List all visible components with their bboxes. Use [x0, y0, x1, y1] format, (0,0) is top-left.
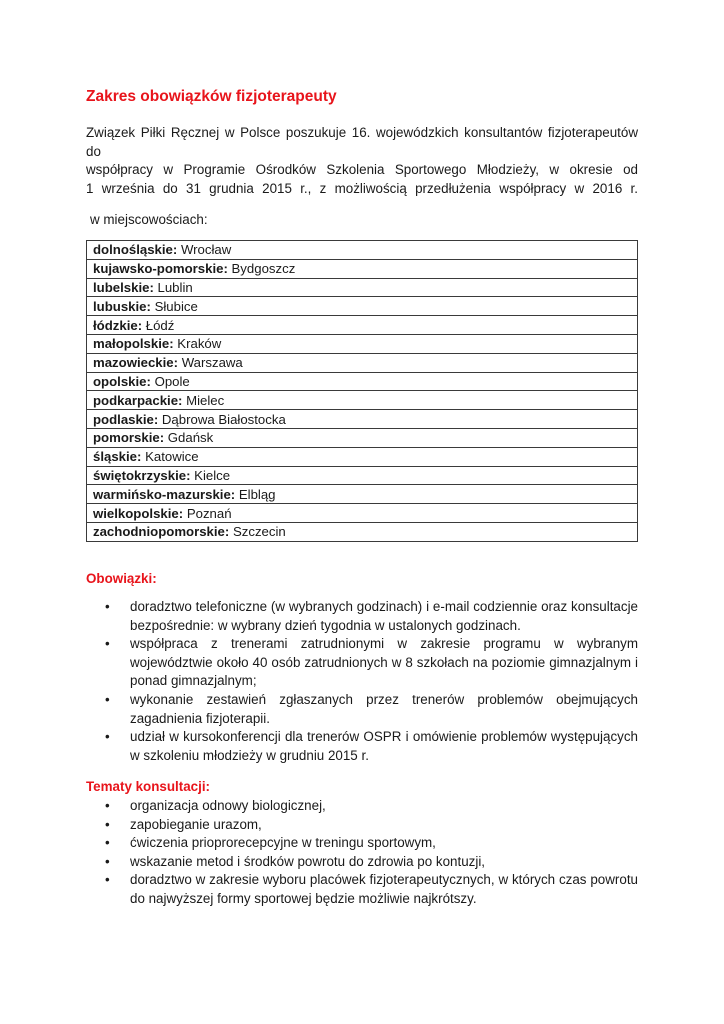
bullet-icon: •	[105, 816, 110, 832]
location-row	[87, 466, 638, 485]
bullet-icon: •	[105, 798, 110, 813]
location-row	[87, 241, 638, 260]
location-cell	[87, 466, 638, 485]
city-name: Dąbrowa Białostocka	[161, 411, 286, 427]
bullet-icon: •	[105, 599, 110, 614]
location-cell	[87, 278, 638, 297]
location-row	[87, 372, 638, 391]
bullet-icon: •	[105, 636, 110, 652]
intro-paragraph	[86, 124, 638, 198]
city-name: Poznań	[186, 505, 232, 521]
locations-table	[86, 240, 638, 542]
list-item	[86, 816, 638, 835]
city-name: Łódź	[145, 317, 175, 333]
list-item-text: zapobieganie urazom,	[130, 816, 262, 832]
city-name: Mielec	[186, 392, 225, 408]
list-item-text: organizacja odnowy biologicznej,	[130, 798, 326, 813]
list-item	[86, 728, 638, 765]
location-cell	[87, 522, 638, 541]
region-name: podlaskie:	[93, 411, 159, 427]
location-cell	[87, 297, 638, 316]
region-name: świętokrzyskie:	[93, 467, 191, 483]
intro-line: 1 września do 31 grudnia 2015 r., z możliwością przedłużenia współpracy w 2016 r.	[86, 180, 638, 196]
list-item-text: udział w kursokonferencji dla trenerów OSPR i omówienie problemów występujących w szkoleniu młodzieży w grudniu 2015 r.	[130, 729, 638, 763]
location-cell	[87, 485, 638, 504]
location-row	[87, 428, 638, 447]
city-name: Szczecin	[232, 524, 286, 540]
location-row	[87, 297, 638, 316]
bullet-icon: •	[105, 853, 110, 869]
list-item	[86, 635, 638, 691]
list-item	[86, 834, 638, 853]
location-row	[87, 334, 638, 353]
bullet-icon: •	[105, 691, 110, 707]
intro-line: Związek Piłki Ręcznej w Polsce poszukuje 16. wojewódzkich konsultantów fizjoterapeutów do	[86, 125, 638, 159]
list-item	[86, 797, 638, 816]
duties-list	[86, 598, 638, 765]
location-row	[87, 522, 638, 541]
region-name: lubelskie:	[93, 279, 154, 295]
location-row	[87, 259, 638, 278]
list-item-text: ćwiczenia prioprorecepcyjne w treningu sportowym,	[130, 835, 436, 851]
location-cell	[87, 504, 638, 523]
list-item-text: współpraca z trenerami zatrudnionymi w zakresie programu w wybranym województwie około 40 osób zatrudnionych w 8 szkołach na poziomie gimnazjalnym i ponad gimnazjalnym;	[130, 636, 638, 689]
city-name: Kraków	[177, 336, 222, 352]
list-item	[86, 853, 638, 872]
region-name: zachodniopomorskie:	[93, 524, 230, 540]
bullet-icon: •	[105, 729, 110, 745]
city-name: Gdańsk	[167, 430, 214, 446]
location-cell	[87, 391, 638, 410]
city-name: Bydgoszcz	[231, 261, 296, 277]
location-cell	[87, 447, 638, 466]
region-name: dolnośląskie:	[93, 242, 178, 258]
city-name: Elbląg	[238, 486, 276, 502]
location-row	[87, 504, 638, 523]
region-name: podkarpackie:	[93, 392, 183, 408]
duties-title: Obowiązki:	[86, 571, 157, 586]
location-row	[87, 410, 638, 429]
city-name: Wrocław	[180, 242, 232, 258]
city-name: Kielce	[194, 467, 231, 483]
region-name: lubuskie:	[93, 298, 151, 314]
intro-line: współpracy w Programie Ośrodków Szkolenia Sportowego Młodzieży, w okresie od	[86, 162, 638, 177]
location-row	[87, 485, 638, 504]
location-cell	[87, 334, 638, 353]
list-item-text: wskazanie metod i środków powrotu do zdrowia po kontuzji,	[130, 853, 486, 869]
city-name: Lublin	[157, 279, 193, 295]
region-name: pomorskie:	[93, 430, 165, 446]
region-name: małopolskie:	[93, 336, 174, 352]
region-name: śląskie:	[93, 449, 142, 465]
bullet-icon: •	[105, 835, 110, 851]
city-name: Opole	[154, 373, 190, 389]
region-name: łódzkie:	[93, 317, 143, 333]
location-cell	[87, 372, 638, 391]
location-row	[87, 278, 638, 297]
location-cell	[87, 353, 638, 372]
location-cell	[87, 241, 638, 260]
region-name: warmińsko-mazurskie:	[93, 486, 236, 502]
topics-title: Tematy konsultacji:	[86, 779, 211, 794]
region-name: kujawsko-pomorskie:	[93, 261, 228, 277]
city-name: Katowice	[145, 449, 199, 465]
location-row	[87, 391, 638, 410]
topics-list	[86, 797, 638, 909]
list-item	[86, 691, 638, 728]
list-item-text: doradztwo w zakresie wyboru placówek fizjoterapeutycznych, w których czas powrotu do najwyższej formy sportowej będzie możliwie najkrótszy.	[130, 872, 638, 906]
list-item-text: wykonanie zestawień zgłaszanych przez trenerów problemów obejmujących zagadnienia fizjoterapii.	[130, 691, 638, 726]
page-title: Zakres obowiązków fizjoterapeuty	[86, 88, 337, 105]
list-item	[86, 598, 638, 635]
locations-lead: w miejscowościach:	[90, 212, 208, 227]
location-row	[87, 447, 638, 466]
location-cell	[87, 428, 638, 447]
list-item	[86, 871, 638, 908]
location-cell	[87, 259, 638, 278]
location-row	[87, 316, 638, 335]
region-name: mazowieckie:	[93, 355, 179, 371]
bullet-icon: •	[105, 872, 110, 888]
city-name: Słubice	[154, 298, 198, 314]
location-cell	[87, 316, 638, 335]
location-cell	[87, 410, 638, 429]
region-name: wielkopolskie:	[93, 505, 184, 521]
list-item-text: doradztwo telefoniczne (w wybranych godzinach) i e-mail codziennie oraz konsultacje bezpośrednie: w wybrany dzień tygodnia w ustalonych godzinach.	[130, 599, 638, 633]
region-name: opolskie:	[93, 373, 151, 389]
location-row	[87, 353, 638, 372]
city-name: Warszawa	[181, 355, 243, 371]
